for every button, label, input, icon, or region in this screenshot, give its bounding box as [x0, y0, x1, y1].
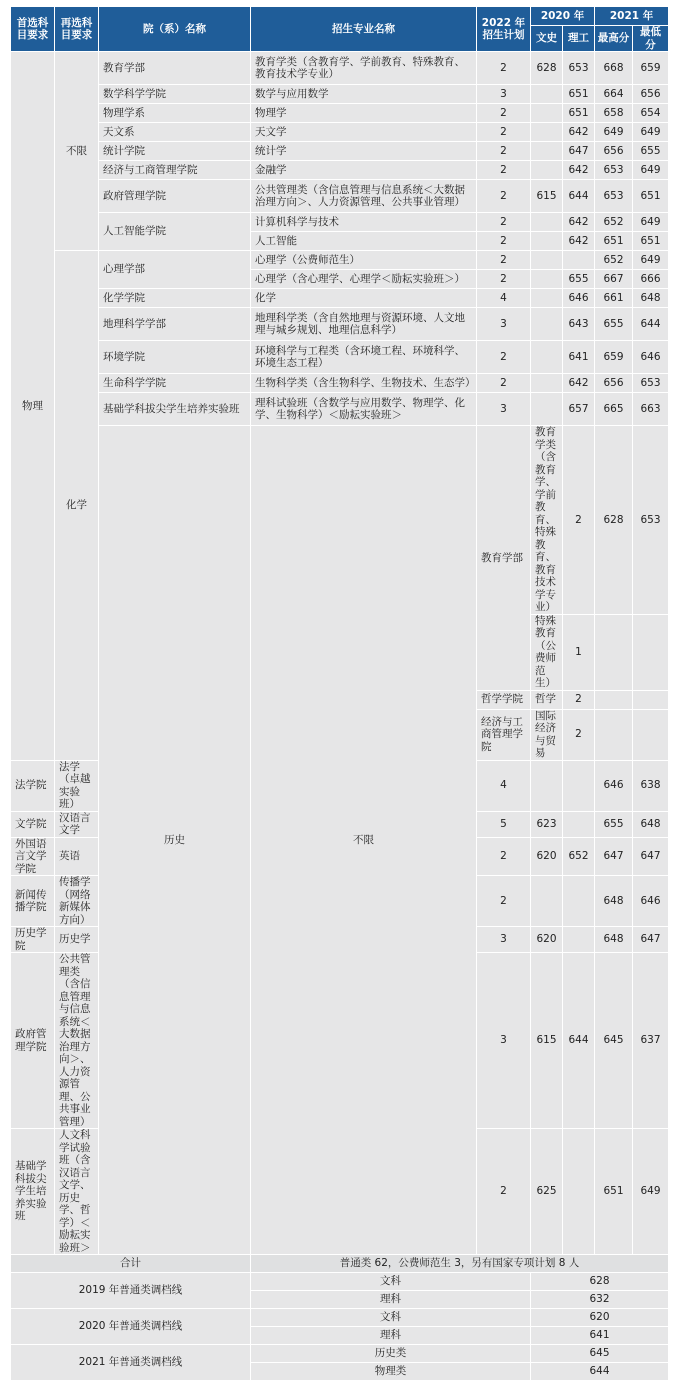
- plan-count: 2: [477, 232, 531, 251]
- score-2021-max: 647: [595, 837, 633, 876]
- score-2020-wenke: [531, 270, 563, 289]
- score-2020-wenke: 628: [595, 426, 633, 615]
- plan-count: 2: [477, 52, 531, 85]
- score-2021-min: 659: [633, 52, 669, 85]
- plan-count: 1: [563, 614, 595, 690]
- score-2020-wenke: [531, 251, 563, 270]
- score-2021-min: 651: [633, 180, 669, 213]
- plan-count: 3: [477, 393, 531, 426]
- header-plan-2022: 2022 年招生计划: [477, 7, 531, 52]
- score-2021-max: 665: [595, 393, 633, 426]
- table-row: [11, 251, 669, 270]
- total-text: 普通类 62，公费师范生 3，另有国家专项计划 8 人: [251, 1255, 669, 1273]
- score-2021-max: 652: [595, 213, 633, 232]
- score-2020-like: 642: [563, 232, 595, 251]
- score-2020-wenke: [531, 123, 563, 142]
- table-row: [11, 289, 669, 308]
- score-2021-max: 656: [595, 374, 633, 393]
- score-2021-max: 651: [595, 232, 633, 251]
- score-2020-like: 651: [563, 104, 595, 123]
- major-name: 哲学: [531, 690, 563, 709]
- score-2021-max: 652: [595, 251, 633, 270]
- score-2021-max: 648: [595, 927, 633, 953]
- college-name: 基础学科拔尖学生培养实验班: [99, 393, 251, 426]
- plan-count: 2: [477, 142, 531, 161]
- college-name: 环境学院: [99, 341, 251, 374]
- score-2020-like: 653: [633, 426, 669, 615]
- plan-count: 3: [477, 953, 531, 1129]
- plan-count: 2: [563, 690, 595, 709]
- score-2021-max: 661: [595, 289, 633, 308]
- college-name: 人工智能学院: [99, 213, 251, 251]
- score-2020-like: [563, 760, 595, 811]
- college-name: 心理学部: [99, 251, 251, 289]
- college-name: 政府管理学院: [99, 180, 251, 213]
- score-2021-min: 649: [633, 213, 669, 232]
- major-name: 理科试验班（含数学与应用数学、物理学、化学、生物科学）＜励耘实验班＞: [251, 393, 477, 426]
- score-2021-max: 664: [595, 85, 633, 104]
- score-2020-like: [563, 1129, 595, 1255]
- score-2021-max: 655: [595, 811, 633, 837]
- college-name: 教育学部: [477, 426, 531, 691]
- score-2020-like: 646: [563, 289, 595, 308]
- major-name: 法学（卓越实验班）: [55, 760, 99, 811]
- college-name: 新闻传播学院: [11, 876, 55, 927]
- college-name: 经济与工商管理学院: [99, 161, 251, 180]
- table-row: [11, 341, 669, 374]
- plan-count: 2: [477, 251, 531, 270]
- score-2020-wenke: [531, 85, 563, 104]
- score-2021-min: 647: [633, 927, 669, 953]
- major-name: 公共管理类（含信息管理与信息系统＜大数据治理方向＞、人力资源管理、公共事业管理）: [251, 180, 477, 213]
- score-2021-min: 656: [633, 85, 669, 104]
- score-2020-like: 643: [563, 308, 595, 341]
- score-2020-wenke: [531, 393, 563, 426]
- plan-count: 2: [477, 837, 531, 876]
- major-name: 人文科学试验班（含汉语言文学、历史学、哲学）＜励耘实验班＞: [55, 1129, 99, 1255]
- cutoff-score: 632: [531, 1291, 669, 1309]
- college-name: 外国语言文学学院: [11, 837, 55, 876]
- score-2020-wenke: [531, 341, 563, 374]
- score-2020-wenke: 625: [531, 1129, 563, 1255]
- score-2021-max: 656: [595, 142, 633, 161]
- header-year-2020: 2020 年: [531, 7, 595, 26]
- score-2021-max: 645: [595, 953, 633, 1129]
- major-name: 汉语言文学: [55, 811, 99, 837]
- cutoff-2020-label: 2020 年普通类调档线: [11, 1309, 251, 1345]
- score-2020-wenke: 623: [531, 811, 563, 837]
- score-2020-wenke: [531, 374, 563, 393]
- table-row: [11, 426, 669, 615]
- major-name: 天文学: [251, 123, 477, 142]
- score-2021-max: 668: [595, 52, 633, 85]
- table-row: [11, 180, 669, 213]
- score-2020-like: 642: [563, 123, 595, 142]
- college-name: 数学科学学院: [99, 85, 251, 104]
- college-name: 基础学科拔尖学生培养实验班: [11, 1129, 55, 1255]
- score-2020-wenke: [531, 760, 563, 811]
- group-chemistry: 化学: [55, 251, 99, 761]
- major-name: 传播学（网络新媒体方向）: [55, 876, 99, 927]
- cutoff-type: 理科: [251, 1291, 531, 1309]
- table-row: [11, 123, 669, 142]
- group-history-unlimited: 不限: [251, 426, 477, 1255]
- major-name: 历史学: [55, 927, 99, 953]
- score-2021-min: 649: [633, 123, 669, 142]
- header-major: 招生专业名称: [251, 7, 477, 52]
- major-name: 教育学类（含教育学、学前教育、特殊教育、教育技术学专业）: [531, 426, 563, 615]
- cutoff-type: 文科: [251, 1309, 531, 1327]
- major-name: 教育学类（含教育学、学前教育、特殊教育、教育技术学专业）: [251, 52, 477, 85]
- score-2020-like: 652: [563, 837, 595, 876]
- plan-count: 2: [563, 709, 595, 760]
- score-2020-like: 642: [563, 213, 595, 232]
- score-2021-min: 663: [633, 393, 669, 426]
- score-2021-max: 667: [595, 270, 633, 289]
- score-2020-wenke: 620: [531, 837, 563, 876]
- cutoff-score: 641: [531, 1327, 669, 1345]
- score-2020-like: 657: [563, 393, 595, 426]
- college-name: 生命科学学院: [99, 374, 251, 393]
- score-2021-min: 647: [633, 837, 669, 876]
- score-2020-wenke: 615: [531, 180, 563, 213]
- table-row: [11, 393, 669, 426]
- score-2021-max: 658: [595, 104, 633, 123]
- major-name: 物理学: [251, 104, 477, 123]
- score-2020-like: 651: [563, 85, 595, 104]
- score-2021-max: 646: [595, 760, 633, 811]
- score-2020-wenke: [595, 690, 633, 709]
- plan-count: 2: [477, 180, 531, 213]
- score-2020-like: [563, 927, 595, 953]
- group-physics: 物理: [11, 52, 55, 761]
- score-2020-like: [563, 251, 595, 270]
- score-2021-min: 648: [633, 811, 669, 837]
- major-name: 特殊教育（公费师范生）: [531, 614, 563, 690]
- score-2020-like: [633, 709, 669, 760]
- score-2021-max: 659: [595, 341, 633, 374]
- plan-count: 2: [477, 161, 531, 180]
- score-2020-wenke: [531, 289, 563, 308]
- plan-count: 5: [477, 811, 531, 837]
- major-name: 公共管理类（含信息管理与信息系统＜大数据治理方向＞、人力资源管理、公共事业管理）: [55, 953, 99, 1129]
- college-name: 教育学部: [99, 52, 251, 85]
- score-2021-max: 653: [595, 180, 633, 213]
- plan-count: 4: [477, 760, 531, 811]
- cutoff-type: 物理类: [251, 1363, 531, 1381]
- score-2021-min: 649: [633, 1129, 669, 1255]
- score-2020-wenke: [531, 142, 563, 161]
- plan-count: 2: [477, 270, 531, 289]
- college-name: 政府管理学院: [11, 953, 55, 1129]
- score-2020-wenke: [531, 876, 563, 927]
- score-2020-like: [563, 811, 595, 837]
- plan-count: 2: [477, 104, 531, 123]
- college-name: 哲学学院: [477, 690, 531, 709]
- plan-count: 2: [477, 213, 531, 232]
- college-name: 地理科学学部: [99, 308, 251, 341]
- score-2020-like: [563, 876, 595, 927]
- score-2020-wenke: 615: [531, 953, 563, 1129]
- header-year-2021: 2021 年: [595, 7, 669, 26]
- score-2020-like: 653: [563, 52, 595, 85]
- table-row: [11, 374, 669, 393]
- major-name: 人工智能: [251, 232, 477, 251]
- cutoff-score: 628: [531, 1273, 669, 1291]
- score-2021-max: 649: [595, 123, 633, 142]
- plan-count: 3: [477, 308, 531, 341]
- plan-count: 3: [477, 85, 531, 104]
- header-college: 院（系）名称: [99, 7, 251, 52]
- score-2020-wenke: [531, 308, 563, 341]
- college-name: 历史学院: [11, 927, 55, 953]
- score-2020-wenke: 628: [531, 52, 563, 85]
- group-history: 历史: [99, 426, 251, 1255]
- header-wenke: 文史: [531, 26, 563, 52]
- major-name: 英语: [55, 837, 99, 876]
- plan-count: 2: [477, 341, 531, 374]
- major-name: 数学与应用数学: [251, 85, 477, 104]
- score-2021-min: 644: [633, 308, 669, 341]
- score-2020-wenke: [531, 161, 563, 180]
- score-2021-min: 655: [633, 142, 669, 161]
- cutoff-score: 620: [531, 1309, 669, 1327]
- major-name: 统计学: [251, 142, 477, 161]
- table-row: [11, 308, 669, 341]
- score-2021-min: 654: [633, 104, 669, 123]
- score-2021-min: 648: [633, 289, 669, 308]
- score-2021-max: 651: [595, 1129, 633, 1255]
- score-2020-like: [633, 614, 669, 690]
- cutoff-row: [11, 1273, 669, 1291]
- header-min-score: 最低分: [633, 26, 669, 52]
- group-physics-unlimited: 不限: [55, 52, 99, 251]
- score-2020-like: 644: [563, 953, 595, 1129]
- table-row: [11, 52, 669, 85]
- cutoff-2021-label: 2021 年普通类调档线: [11, 1345, 251, 1381]
- cutoff-score: 645: [531, 1345, 669, 1363]
- plan-count: 2: [477, 1129, 531, 1255]
- score-2021-min: 653: [633, 374, 669, 393]
- major-name: 计算机科学与技术: [251, 213, 477, 232]
- college-name: 文学院: [11, 811, 55, 837]
- score-2020-wenke: [531, 232, 563, 251]
- score-2020-like: 655: [563, 270, 595, 289]
- score-2020-wenke: [531, 104, 563, 123]
- score-2021-min: 666: [633, 270, 669, 289]
- score-2021-min: 649: [633, 251, 669, 270]
- total-row: [11, 1255, 669, 1273]
- cutoff-type: 理科: [251, 1327, 531, 1345]
- header-subject-first: 首选科目要求: [11, 7, 55, 52]
- plan-count: 2: [563, 426, 595, 615]
- college-name: 经济与工商管理学院: [477, 709, 531, 760]
- table-row: [11, 142, 669, 161]
- score-2020-like: 641: [563, 341, 595, 374]
- major-name: 金融学: [251, 161, 477, 180]
- table-row: [11, 104, 669, 123]
- college-name: 统计学院: [99, 142, 251, 161]
- table-row: [11, 85, 669, 104]
- score-2021-max: 653: [595, 161, 633, 180]
- score-2020-wenke: 620: [531, 927, 563, 953]
- plan-count: 2: [477, 374, 531, 393]
- cutoff-row: [11, 1345, 669, 1363]
- cutoff-type: 历史类: [251, 1345, 531, 1363]
- header-subject-second: 再选科目要求: [55, 7, 99, 52]
- score-2021-min: 649: [633, 161, 669, 180]
- college-name: 化学学院: [99, 289, 251, 308]
- score-2021-min: 646: [633, 876, 669, 927]
- header-like: 理工: [563, 26, 595, 52]
- major-name: 心理学（含心理学、心理学＜励耘实验班＞）: [251, 270, 477, 289]
- score-2020-like: 642: [563, 374, 595, 393]
- plan-count: 4: [477, 289, 531, 308]
- score-2020-wenke: [595, 614, 633, 690]
- total-label: 合计: [11, 1255, 251, 1273]
- college-name: 天文系: [99, 123, 251, 142]
- score-2021-min: 638: [633, 760, 669, 811]
- score-2021-min: 651: [633, 232, 669, 251]
- score-2020-like: 644: [563, 180, 595, 213]
- score-2020-like: [633, 690, 669, 709]
- plan-count: 3: [477, 927, 531, 953]
- major-name: 化学: [251, 289, 477, 308]
- cutoff-score: 644: [531, 1363, 669, 1381]
- cutoff-type: 文科: [251, 1273, 531, 1291]
- major-name: 环境科学与工程类（含环境工程、环境科学、环境生态工程）: [251, 341, 477, 374]
- score-2020-wenke: [531, 213, 563, 232]
- score-2020-like: 642: [563, 161, 595, 180]
- cutoff-2019-label: 2019 年普通类调档线: [11, 1273, 251, 1309]
- major-name: 国际经济与贸易: [531, 709, 563, 760]
- admission-score-table: [10, 6, 669, 1381]
- table-row: [11, 161, 669, 180]
- score-2020-wenke: [595, 709, 633, 760]
- major-name: 地理科学类（含自然地理与资源环境、人文地理与城乡规划、地理信息科学）: [251, 308, 477, 341]
- cutoff-row: [11, 1309, 669, 1327]
- score-2021-min: 646: [633, 341, 669, 374]
- plan-count: 2: [477, 876, 531, 927]
- header-max-score: 最高分: [595, 26, 633, 52]
- score-2021-max: 655: [595, 308, 633, 341]
- major-name: 心理学（公费师范生）: [251, 251, 477, 270]
- plan-count: 2: [477, 123, 531, 142]
- college-name: 物理学系: [99, 104, 251, 123]
- table-row: [11, 213, 669, 232]
- score-2020-like: 647: [563, 142, 595, 161]
- college-name: 法学院: [11, 760, 55, 811]
- major-name: 生物科学类（含生物科学、生物技术、生态学）: [251, 374, 477, 393]
- score-2021-min: 637: [633, 953, 669, 1129]
- score-2021-max: 648: [595, 876, 633, 927]
